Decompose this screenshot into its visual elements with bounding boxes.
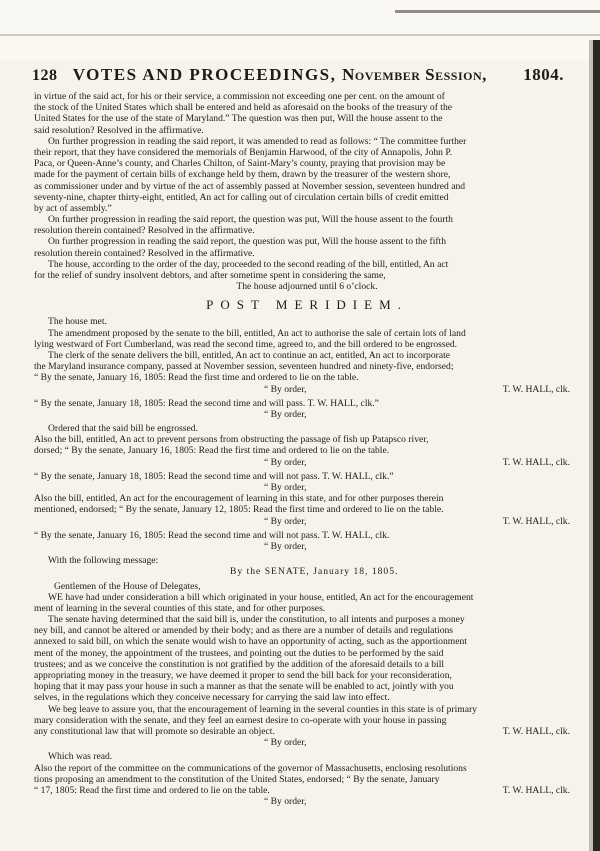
running-title: VOTES AND PROCEEDINGS, (72, 65, 343, 84)
order-line: “ By order, (264, 540, 307, 552)
year-label: 1804. (523, 65, 564, 84)
clerk-signature: T. W. HALL, clk. (502, 456, 570, 468)
order-line: “ By order, T. W. HALL, clk. (34, 516, 600, 527)
text-line: The house met. (48, 316, 107, 328)
text-line: annexed to said bill, on which the senate would wish to have an opportunity of acting, such as the apportionment (34, 636, 467, 648)
body-text (34, 91, 600, 851)
text-line: made for the payment of certain bills of exchange held by them, drawn by the treasurer of the western shore, (34, 169, 451, 181)
text-line: The amendment proposed by the senate to the bill, entitled, An act to authorise the sale of certain lots of land (48, 327, 466, 339)
page-number: 128 (32, 67, 58, 84)
text-line: lying westward of Fort Cumberland, was read the second time, agreed to, and the bill ordered to be engrossed. (34, 338, 458, 350)
text-line: trustees; and as we conceive the constitution is not gratified by the addition of the aforesaid details to a bill (34, 658, 445, 670)
text-line: their report, that they have considered the memorials of Benjamin Harwood, of the city of Annapolis, John P. (34, 146, 453, 158)
text-line: “ By the senate, January 18, 1805: Read the second time and will pass. T. W. HALL, clk.” (34, 397, 379, 409)
running-header (32, 65, 572, 89)
order-line: “ By order, (264, 408, 307, 420)
text-line: mentioned, endorsed; “ By the senate, January 12, 1805: Read the first time and ordered to lie on the table. (34, 504, 444, 516)
text-line: tions proposing an amendment to the constitution of the United States, endorsed; “ By the senate, January (34, 773, 440, 785)
text-line: Which was read. (48, 751, 113, 763)
text-line: as commissioner under and by virtue of the act of assembly passed at November session, seventeen hundred and (34, 180, 466, 192)
text-line: The senate having determined that the said bill is, under the constitution, to all intents and purposes a money (48, 614, 465, 626)
text-line: Also the bill, entitled, An act to prevent persons from obstructing the passage of fish up Patapsco river, (34, 434, 429, 446)
adjournment-line: The house adjourned until 6 o’clock. (236, 281, 378, 293)
clerk-signature: T. W. HALL, clk. (502, 725, 570, 737)
clerk-signature: T. W. HALL, clk. (502, 784, 570, 796)
senate-heading: By the SENATE, January 18, 1805. (230, 566, 399, 578)
salutation: Gentlemen of the House of Delegates, (54, 580, 201, 592)
text-line: The clerk of the senate delivers the bill, entitled, An act to continue an act, entitled, An act to incorporate (48, 349, 450, 361)
section-heading-post-meridiem: POST MERIDIEM. (206, 297, 408, 313)
text-line: On further progression in reading the said report, the question was put, Will the house assent to the fourth (48, 214, 453, 226)
text-line: seventy-nine, chapter thirty-eight, entitled, An act for calling out of circulation certain bills of credit emitted (34, 191, 449, 203)
text-line: Also the bill, entitled, An act for the encouragement of learning in this state, and for other purposes therein (34, 493, 444, 505)
text-line: WE have had under consideration a bill which originated in your house, entitled, An act for the encouragement (48, 591, 474, 603)
order-line: “ By order, (264, 482, 307, 493)
text-line: Paca, or Queen-Anne’s county, and Charles Chilton, of Saint-Mary’s county, praying that provision may be (34, 158, 446, 170)
text-line: appropriating money in the treasury, we have deemed it proper to send the bill back for your reconsideration, (34, 670, 452, 681)
text-line: ment of the money, the appointment of the trustees, and pointing out the duties to be performed by the said (34, 647, 444, 659)
text-line: by act of assembly.” (34, 202, 112, 214)
text-line: in virtue of the said act, for his or their service, a commission not exceeding one per cent. on the amount of (34, 91, 445, 102)
text-line: “ By the senate, January 18, 1805: Read the second time and will not pass. T. W. HALL, clk.” (34, 470, 394, 482)
text-line: On further progression in reading the said report, it was amended to read as follows: “ The committee further (48, 135, 467, 147)
text-line: mary consideration with the senate, and they feel an earnest desire to co-operate with your house in passing (34, 714, 447, 726)
text-line: any constitutional law that will promote so desirable an object. T. W. HALL, clk. (34, 726, 600, 737)
text-line: the Maryland insurance company, passed at November session, seventeen hundred and ninety-five, endorsed; (34, 361, 454, 373)
text-line: resolution therein contained? Resolved in the affirmative. (34, 225, 255, 237)
text-line: said resolution? Resolved in the affirmative. (34, 124, 204, 136)
text-line: Ordered that the said bill be engrossed. (48, 423, 198, 435)
text-line: for the relief of sundry insolvent debtors, and after sometime spent in considering the same, (34, 270, 386, 281)
text-line: Also the report of the committee on the communications of the governor of Massachusetts, enclosing resolutions (34, 762, 467, 774)
text-line: hoping that it may pass your house in such a manner as that the senate will be enabled to act, jointly with you (34, 681, 454, 693)
session-label: November Session, (342, 65, 487, 84)
order-line: “ By order, T. W. HALL, clk. (34, 384, 600, 395)
clerk-signature: T. W. HALL, clk. (502, 383, 570, 395)
text-line: selves, in the regulations which they conceive necessary for carrying the said law into effect. (34, 692, 390, 704)
text-line: On further progression in reading the said report, the question was put, Will the house assent to the fifth (48, 236, 447, 248)
text-line: With the following message: (48, 555, 159, 567)
text-line: ment of learning in the several counties of this state, and for other purposes. (34, 602, 326, 614)
text-line: the stock of the United States which shall be entered and held as aforesaid on the books of the treasury of the (34, 102, 453, 114)
text-line: The house, according to the order of the day, proceeded to the second reading of the bill, entitled, An act (48, 258, 449, 270)
order-line: “ By order, T. W. HALL, clk. (34, 457, 600, 468)
text-line: We beg leave to assure you, that the encouragement of learning in the several counties in this state is of primary (48, 703, 477, 715)
text-line: resolution therein contained? Resolved in the affirmative. (34, 247, 255, 259)
text-line: dorsed; “ By the senate, January 16, 1805: Read the first time and ordered to lie on the table. (34, 445, 390, 457)
text-line: ney bill, and cannot be altered or amended by their body; and as there are a number of details and regulations (34, 625, 454, 637)
clerk-signature: T. W. HALL, clk. (502, 515, 570, 527)
top-fold-line (0, 34, 600, 36)
text-line: “ By the senate, January 16, 1805: Read the first time and ordered to lie on the table. (34, 372, 359, 384)
order-line: “ By order, (264, 737, 307, 749)
top-edge-mark (395, 10, 600, 13)
text-line: “ By the senate, January 16, 1805: Read the second time and will not pass. T. W. HALL, clk. (34, 529, 390, 541)
page-top-margin (0, 0, 600, 60)
text-line: “ 17, 1805: Read the first time and ordered to lie on the table. T. W. HALL, clk. (34, 785, 600, 796)
order-line: “ By order, (264, 796, 307, 808)
text-line: United States for the use of the state of Maryland.” The question was then put, Will the house assent to the (34, 113, 443, 125)
